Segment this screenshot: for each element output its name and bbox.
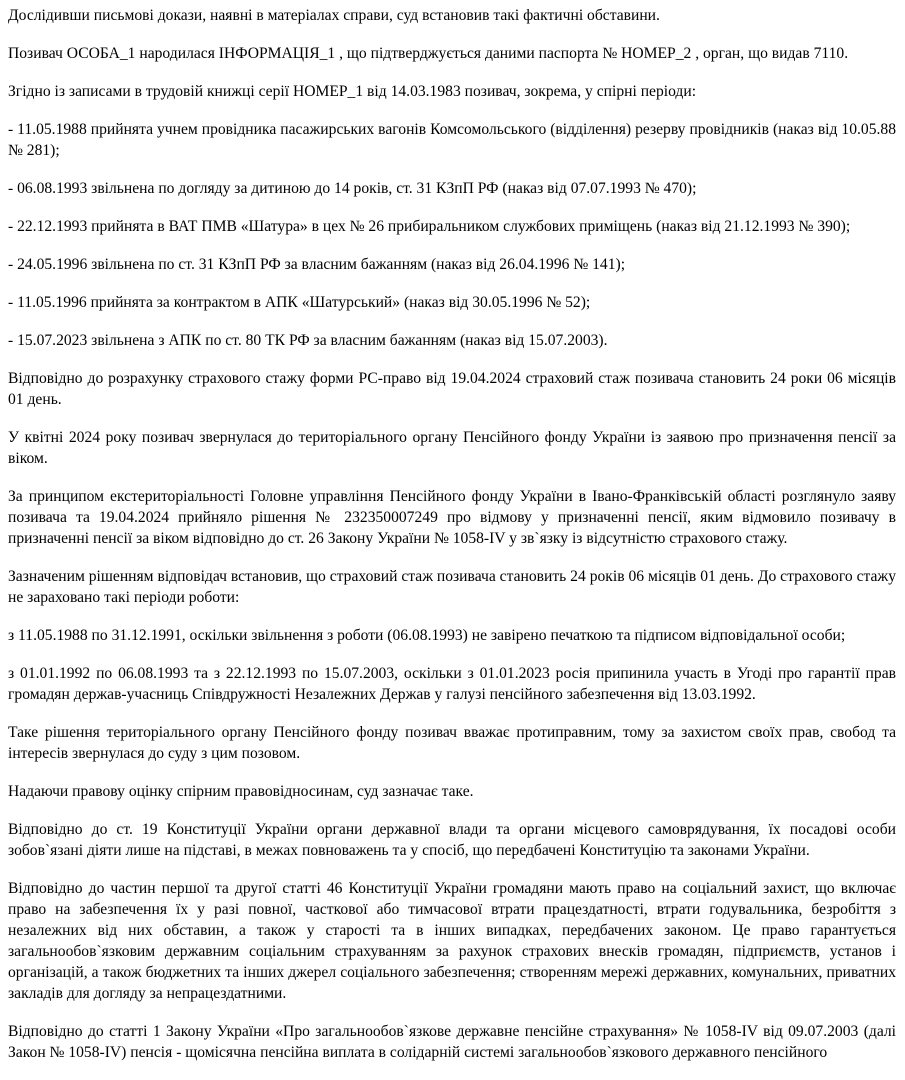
list-item-employment-1: - 11.05.1988 прийнята учнем провідника пасажирських вагонів Комсомольського (відділення) резерву провідників (наказ від 10.05.88 № 281); (8, 121, 896, 159)
paragraph-employment-record: Згідно із записами в трудовій книжці серії НОМЕР_1 від 14.03.1983 позивач, зокрема, у спірні періоди: (8, 83, 697, 100)
paragraph-insurance-record: Відповідно до розрахунку страхового стажу форми РС-право від 19.04.2024 страховий стаж позивача становить 24 роки 06 місяців 01 день. (8, 370, 896, 408)
paragraph-pension-application: У квітні 2024 року позивач звернулася до територіального органу Пенсійного фонду України із заявою про призначення пенсії за віком. (8, 429, 896, 467)
paragraph-plaintiff-identity: Позивач ОСОБА_1 народилася ІНФОРМАЦІЯ_1 , що підтверджується даними паспорта № НОМЕР_2 , орган, що видав 7110. (8, 45, 849, 62)
paragraph-law-1058: Відповідно до статті 1 Закону України «Про загальнообов`язкове державне пенсійне страхування» № 1058-IV від 09.07.2003 (далі Закон № 1058-IV) пенсія - щомісячна пенсійна виплата в солідарній системі загальнообов`язкового державного пенсійного (8, 1023, 896, 1061)
paragraph-excluded-periods: Зазначеним рішенням відповідач встановив, що страховий стаж позивача становить 24 років 06 місяців 01 день. До страхового стажу не зараховано такі періоди роботи: (8, 568, 896, 606)
paragraph-refusal-decision: За принципом екстериторіальності Головне управління Пенсійного фонду України в Івано-Франківській області розглянуло заяву позивача та 19.04.2024 прийняло рішення № 232350007249 про відмову у призначенні пенсії, яким відмовило позивачу в призначенні пенсії за віком відповідно до ст. 26 Закону України № 1058-IV у зв`язку із відсутністю страхового стажу. (8, 488, 896, 547)
paragraph-intro: Дослідивши письмові докази, наявні в матеріалах справи, суд встановив такі фактичні обставини. (8, 7, 660, 24)
paragraph-constitution-art-46: Відповідно до частин першої та другої статті 46 Конституції України громадяни мають право на соціальний захист, що включає право на забезпечення їх у разі повної, часткової або тимчасової втрати працездатності, втрати годувальника, безробіття з незалежних від них обставин, а також у старості та в інших випадках, передбачених законом. Це право гарантується загальнообов`язковим державним соціальним страхуванням за рахунок страхових внесків громадян, підприємств, установ і організацій, а також бюджетних та інших джерел соціального забезпечення; створенням мережі державних, комунальних, приватних закладів для догляду за непрацездатними. (8, 880, 896, 1002)
paragraph-claim: Таке рішення територіального органу Пенсійного фонду позивач вважає протиправним, тому за захистом своїх прав, свобод та інтересів звернулася до суду з цим позовом. (8, 724, 896, 762)
list-item-employment-2: - 06.08.1993 звільнена по догляду за дитиною до 14 років, ст. 31 КЗпП РФ (наказ від 07.07.1993 № 470); (8, 180, 697, 197)
list-item-employment-6: - 15.07.2023 звільнена з АПК по ст. 80 ТК РФ за власним бажанням (наказ від 15.07.2003). (8, 332, 608, 349)
paragraph-constitution-art-19: Відповідно до ст. 19 Конституції України органи державної влади та органи місцевого самоврядування, їх посадові особи зобов`язані діяти лише на підставі, в межах повноважень та у спосіб, що передбачені Конституцію та законами України. (8, 821, 896, 859)
list-item-employment-3: - 22.12.1993 прийнята в ВАТ ПМВ «Шатура» в цех № 26 прибиральником службових приміщень (наказ від 21.12.1993 № 390); (8, 218, 851, 235)
paragraph-period-2: з 01.01.1992 по 06.08.1993 та з 22.12.1993 по 15.07.2003, оскільки з 01.01.2023 росія припинила участь в Угоді про гарантії прав громадян держав-учасниць Співдружності Незалежних Держав у галузі пенсійного забезпечення від 13.03.1992. (8, 665, 896, 703)
list-item-employment-5: - 11.05.1996 прийнята за контрактом в АПК «Шатурський» (наказ від 30.05.1996 № 52); (8, 294, 591, 311)
document-body (8, 5, 896, 1080)
paragraph-court-assessment: Надаючи правову оцінку спірним правовідносинам, суд зазначає таке. (8, 783, 474, 800)
paragraph-period-1: з 11.05.1988 по 31.12.1991, оскільки звільнення з роботи (06.08.1993) не завірено печаткою та підписом відповідальної особи; (8, 627, 846, 644)
list-item-employment-4: - 24.05.1996 звільнена по ст. 31 КЗпП РФ за власним бажанням (наказ від 26.04.1996 № 141); (8, 256, 626, 273)
